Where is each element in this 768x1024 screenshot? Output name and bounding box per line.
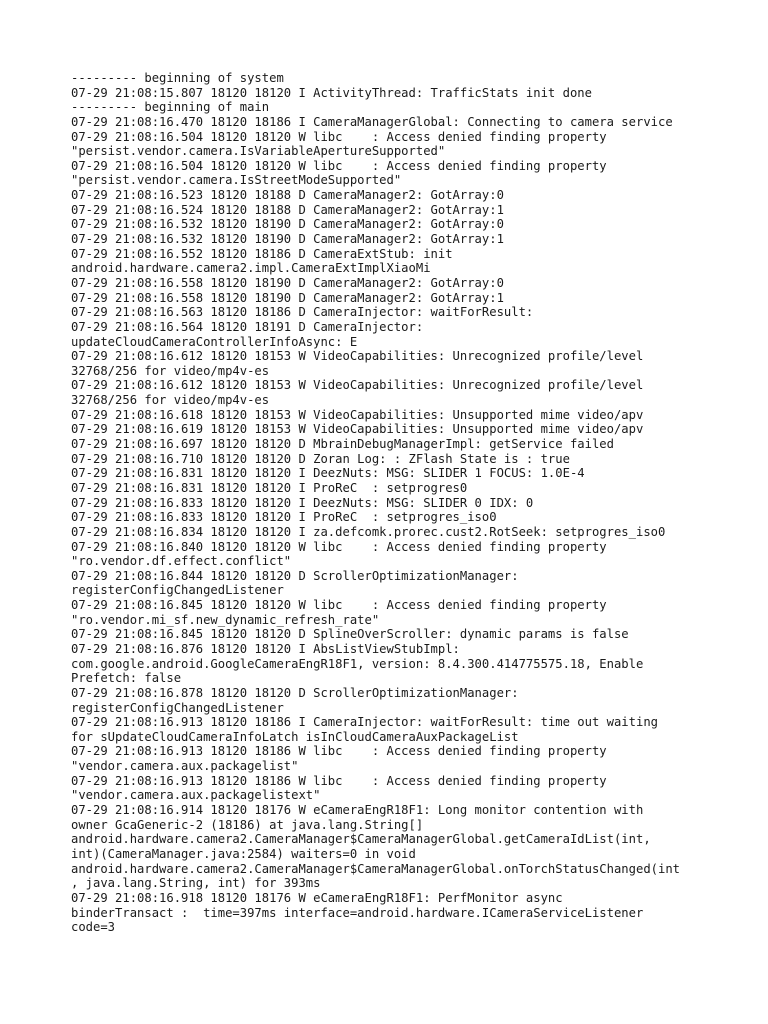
log-line: 07-29 21:08:16.524 18120 18188 D CameraManager2: GotArray:1 <box>71 202 504 217</box>
log-line: "persist.vendor.camera.IsVariableApertureSupported" <box>71 144 446 159</box>
log-line: 07-29 21:08:16.697 18120 18120 D MbrainDebugManagerImpl: getService failed <box>71 437 614 452</box>
log-line: 07-29 21:08:16.619 18120 18153 W VideoCapabilities: Unsupported mime video/apv <box>71 422 644 437</box>
log-line: code=3 <box>71 920 116 935</box>
log-line: owner GcaGeneric-2 (18186) at java.lang.String[] <box>71 817 424 832</box>
log-line: 07-29 21:08:16.618 18120 18153 W VideoCapabilities: Unsupported mime video/apv <box>71 407 644 422</box>
log-line: int)(CameraManager.java:2584) waiters=0 in void <box>71 846 416 861</box>
log-line: 07-29 21:08:16.831 18120 18120 I DeezNuts: MSG: SLIDER 1 FOCUS: 1.0E-4 <box>71 466 585 481</box>
log-line: "ro.vendor.mi_sf.new_dynamic_refresh_rate" <box>71 612 380 627</box>
log-line: 07-29 21:08:16.876 18120 18120 I AbsListViewStubImpl: <box>71 641 460 656</box>
log-line: --------- beginning of system <box>71 71 284 85</box>
log-line: 07-29 21:08:16.563 18120 18186 D CameraInjector: waitForResult: <box>71 305 534 320</box>
log-line: "ro.vendor.df.effect.conflict" <box>71 554 292 569</box>
log-line: 07-29 21:08:16.831 18120 18120 I ProReC : setprogres0 <box>71 480 468 495</box>
log-line: binderTransact : time=397ms interface=android.hardware.ICameraServiceListener <box>71 905 644 920</box>
log-line: Prefetch: false <box>71 671 182 686</box>
log-line: for sUpdateCloudCameraInfoLatch isInCloudCameraAuxPackageList <box>71 729 519 744</box>
log-output <box>71 71 711 935</box>
log-line: com.google.android.GoogleCameraEngR18F1, version: 8.4.300.414775575.18, Enable <box>71 656 644 671</box>
log-line: --------- beginning of main <box>71 100 270 115</box>
log-line: 07-29 21:08:16.564 18120 18191 D CameraInjector: <box>71 319 424 334</box>
log-line: 07-29 21:08:16.834 18120 18120 I za.defcomk.prorec.cust2.RotSeek: setprogres_iso0 <box>71 524 666 539</box>
log-line: 07-29 21:08:16.523 18120 18188 D CameraManager2: GotArray:0 <box>71 188 504 203</box>
log-line: 07-29 21:08:16.845 18120 18120 D SplineOverScroller: dynamic params is false <box>71 627 629 642</box>
log-line: 07-29 21:08:16.918 18120 18176 W eCameraEngR18F1: PerfMonitor async <box>71 890 563 905</box>
log-line: 07-29 21:08:16.558 18120 18190 D CameraManager2: GotArray:1 <box>71 290 504 305</box>
log-line: registerConfigChangedListener <box>71 583 284 598</box>
log-line: 07-29 21:08:16.913 18120 18186 W libc : Access denied finding property <box>71 773 607 788</box>
log-line: 07-29 21:08:16.845 18120 18120 W libc : Access denied finding property <box>71 598 607 613</box>
log-line: 07-29 21:08:15.807 18120 18120 I ActivityThread: TrafficStats init done <box>71 85 592 100</box>
log-line: 07-29 21:08:16.552 18120 18186 D CameraExtStub: init <box>71 246 453 261</box>
log-line: 07-29 21:08:16.840 18120 18120 W libc : Access denied finding property <box>71 539 607 554</box>
log-line: 07-29 21:08:16.532 18120 18190 D CameraManager2: GotArray:1 <box>71 232 504 247</box>
log-line: 07-29 21:08:16.504 18120 18120 W libc : Access denied finding property <box>71 158 607 173</box>
log-line: 07-29 21:08:16.504 18120 18120 W libc : Access denied finding property <box>71 129 607 144</box>
log-line: 07-29 21:08:16.833 18120 18120 I ProReC : setprogres_iso0 <box>71 510 497 525</box>
log-line: 07-29 21:08:16.612 18120 18153 W VideoCapabilities: Unrecognized profile/level <box>71 349 644 364</box>
log-line: 07-29 21:08:16.470 18120 18186 I CameraManagerGlobal: Connecting to camera service <box>71 114 673 129</box>
log-line: "vendor.camera.aux.packagelist" <box>71 759 299 774</box>
log-line: android.hardware.camera2.impl.CameraExtImplXiaoMi <box>71 261 431 276</box>
log-line: 07-29 21:08:16.612 18120 18153 W VideoCapabilities: Unrecognized profile/level <box>71 378 644 393</box>
log-line: 32768/256 for video/mp4v-es <box>71 393 270 408</box>
log-line: 07-29 21:08:16.833 18120 18120 I DeezNuts: MSG: SLIDER 0 IDX: 0 <box>71 495 534 510</box>
log-line: 07-29 21:08:16.844 18120 18120 D ScrollerOptimizationManager: <box>71 568 519 583</box>
log-line: "persist.vendor.camera.IsStreetModeSupported" <box>71 173 402 188</box>
log-line: 07-29 21:08:16.532 18120 18190 D CameraManager2: GotArray:0 <box>71 217 504 232</box>
log-line: 07-29 21:08:16.878 18120 18120 D ScrollerOptimizationManager: <box>71 685 519 700</box>
log-line: 32768/256 for video/mp4v-es <box>71 363 270 378</box>
log-line: , java.lang.String, int) for 393ms <box>71 876 321 891</box>
log-line: 07-29 21:08:16.913 18120 18186 I CameraInjector: waitForResult: time out waiting <box>71 715 658 730</box>
log-line: android.hardware.camera2.CameraManager$CameraManagerGlobal.onTorchStatusChanged(int <box>71 861 681 876</box>
log-line: android.hardware.camera2.CameraManager$CameraManagerGlobal.getCameraIdList(int, <box>71 832 651 847</box>
log-line: registerConfigChangedListener <box>71 700 284 715</box>
log-line: 07-29 21:08:16.914 18120 18176 W eCameraEngR18F1: Long monitor contention with <box>71 803 644 818</box>
log-line: 07-29 21:08:16.710 18120 18120 D Zoran Log: : ZFlash State is : true <box>71 451 570 466</box>
log-line: "vendor.camera.aux.packagelistext" <box>71 788 321 803</box>
log-line: 07-29 21:08:16.913 18120 18186 W libc : Access denied finding property <box>71 744 607 759</box>
log-line: updateCloudCameraControllerInfoAsync: E <box>71 334 358 349</box>
log-line: 07-29 21:08:16.558 18120 18190 D CameraManager2: GotArray:0 <box>71 275 504 290</box>
